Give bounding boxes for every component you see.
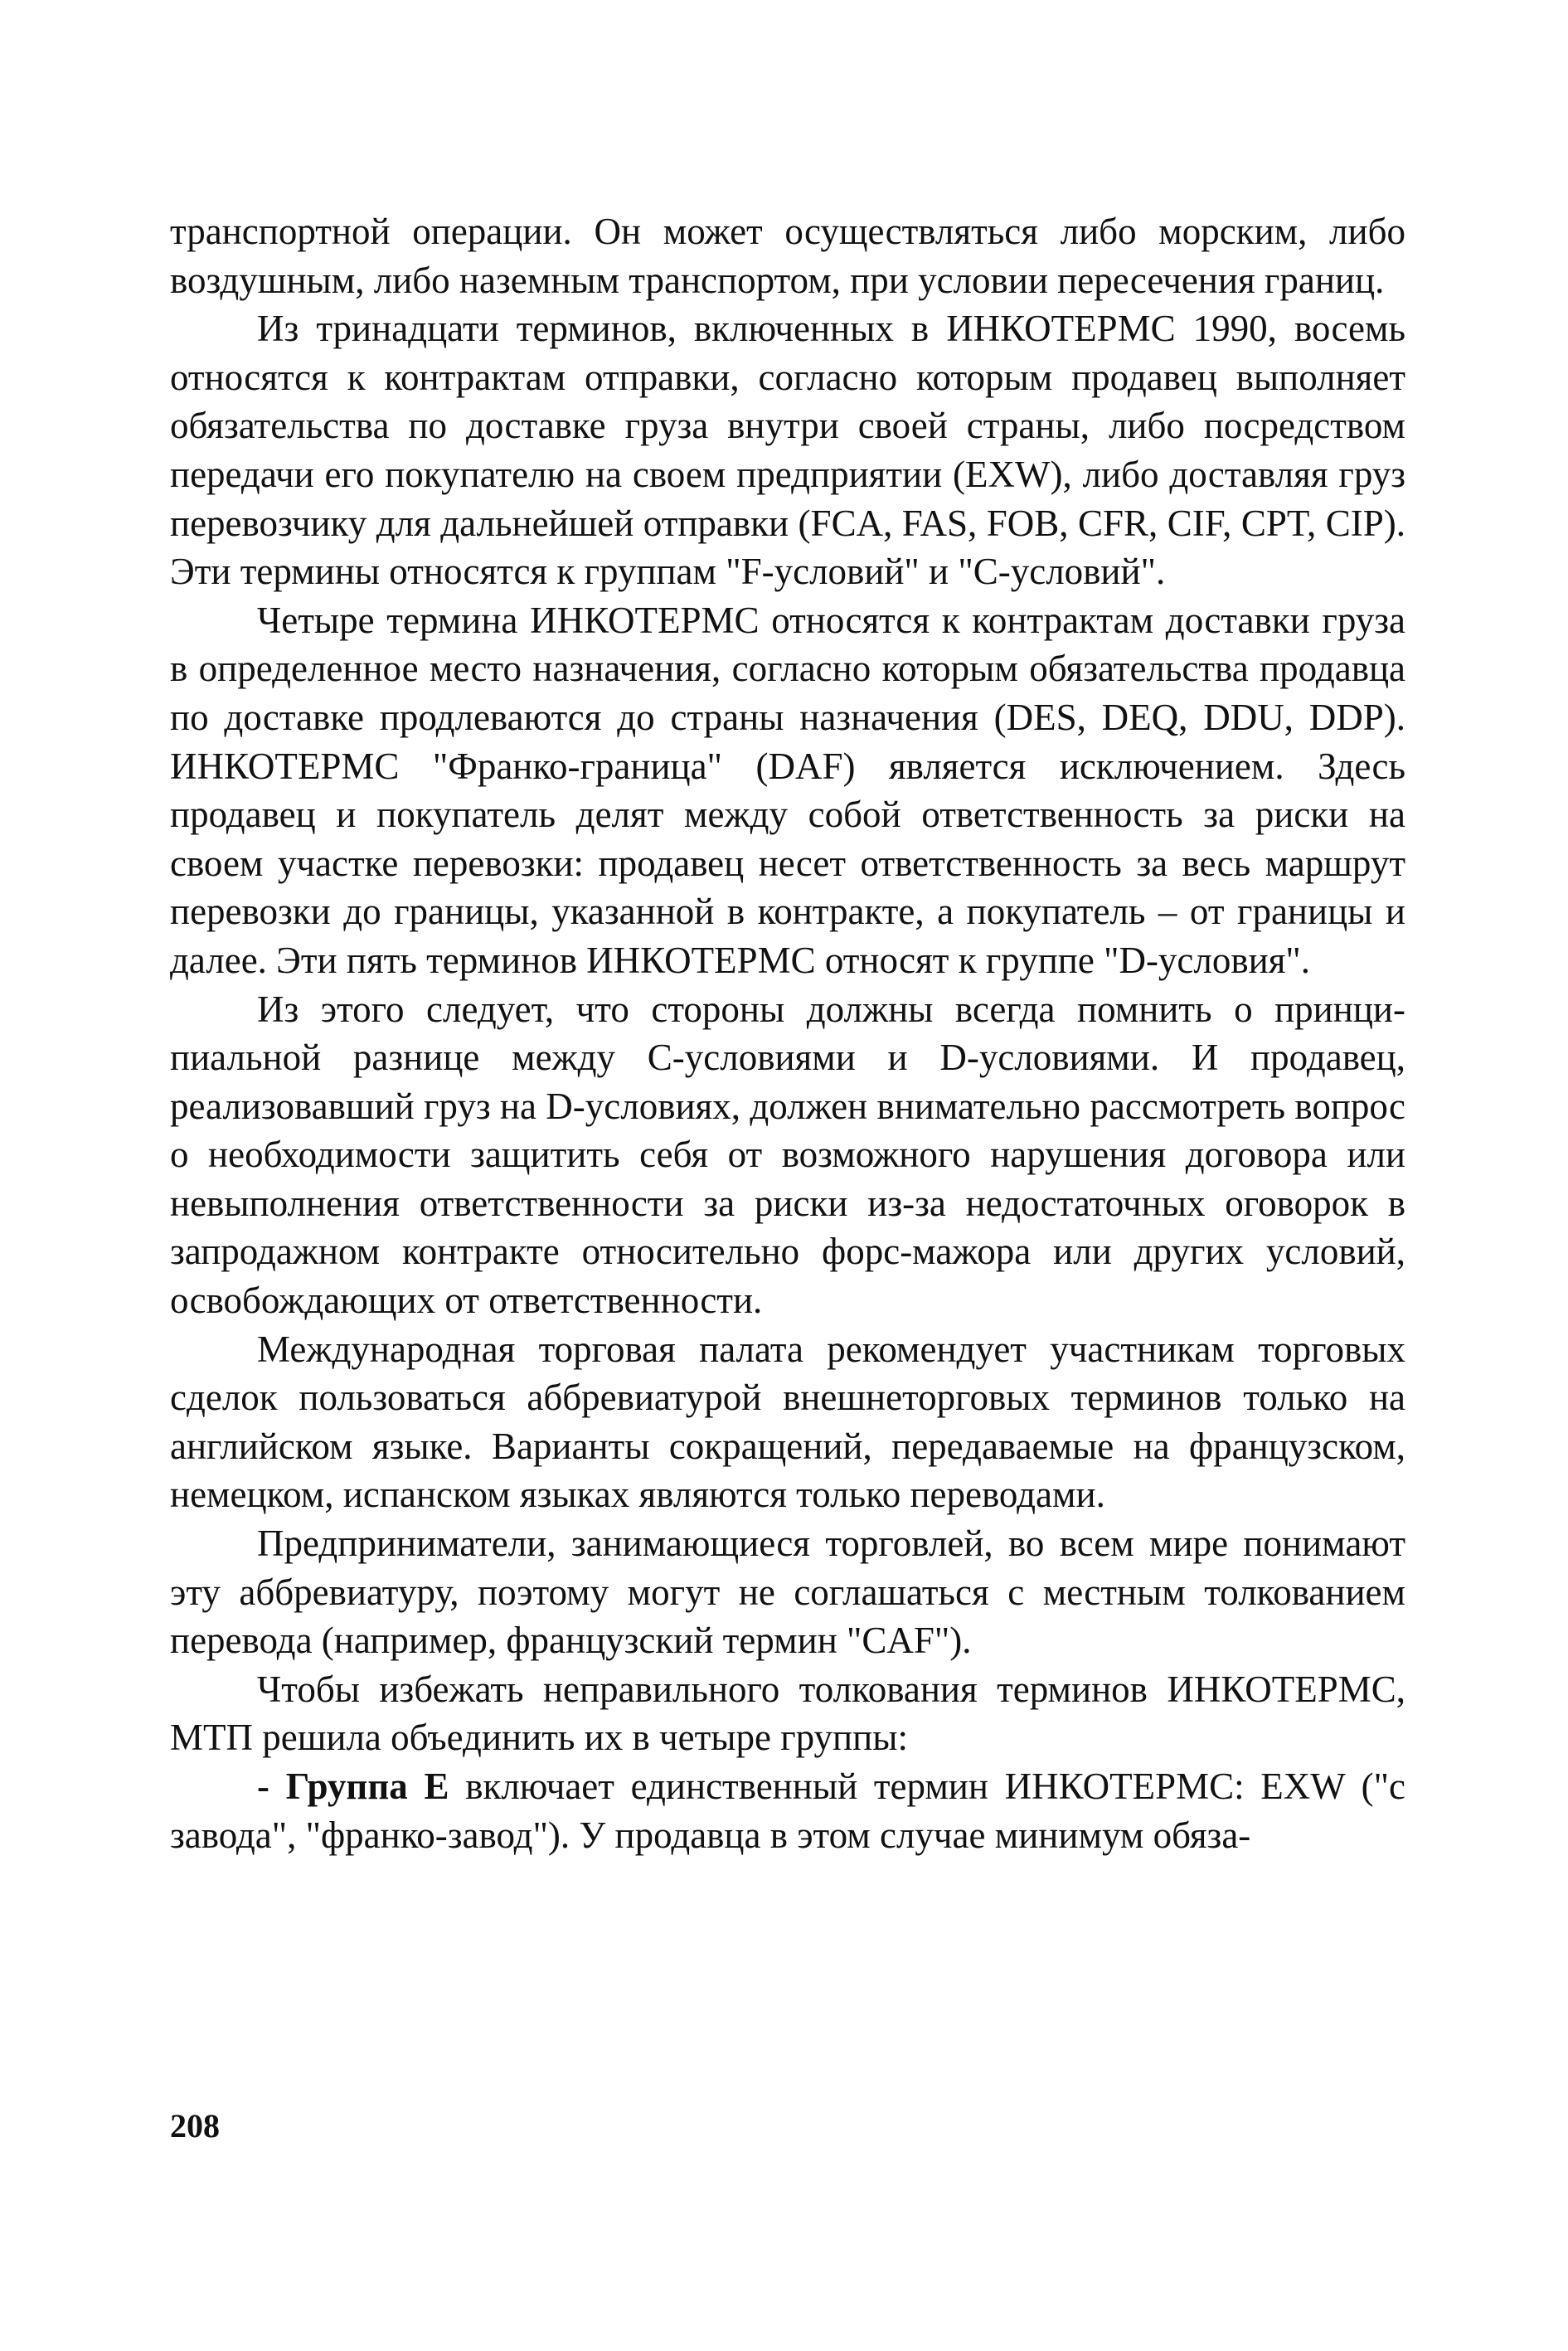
paragraph-c-d-difference: Из этого следует, что стороны должны всегда помнить о принципиальной разнице между C-условиями и D-условиями. И продавец, реализовавший груз на D-условиях, должен внимательно рассмотреть вопрос о необходимости защитить себя от возможного нарушения договора или невыполнения ответственности за риски из-за недостаточных оговорок в запродажном контракте относительно форс-мажора или других условий, освобождающих от ответственности. (170, 988, 1405, 1322)
paragraph-continuation: транспортной операции. Он может осуществляться либо морским, либо воздушным, либо наземным транспортом, при условии пересечения границ. (170, 211, 1405, 301)
page-number: 208 (170, 2107, 220, 2145)
paragraph-entrepreneurs: Предприниматели, занимающиеся торговлей, во всем мире понимают эту аббревиатуру, поэтому могут не соглашаться с местным толкованием перевода (например, французский термин "CAF"). (170, 1523, 1405, 1662)
paragraph-icc-recommendation: Международная торговая палата рекомендует участникам торговых сделок пользоваться аббревиатурой внешнеторговых терминов только на английском языке. Варианты сокращений, передаваемые на французском, немецком, испанском языках являются только переводами. (170, 1328, 1405, 1516)
group-e-text: включает единственный термин ИНКОТЕРМС: EXW ("с завода", "франко-завод"). У продавца в этом случае минимум обяза- (170, 1766, 1405, 1856)
paragraph-incoterms-arrival: Четыре термина ИНКОТЕРМС относятся к контрактам доставки груза в определенное место назначения, согласно которым обязательства продавца по доставке продлеваются до страны назначения (DES, DEQ, DDU, DDP). ИНКОТЕРМС "Франко-граница" (DAF) является исключением. Здесь продавец и покупатель делят между собой ответственность за риски на своем участке перевозки: продавец несет ответственность за весь маршрут перевозки до границы, указанной в контракте, а покупатель – от границы и далее. Эти пять терминов ИНКОТЕРМС относят к группе "D-условия". (170, 599, 1405, 981)
paragraph-group-e (170, 1762, 1405, 1859)
paragraph-incoterms-departure: Из тринадцати терминов, включенных в ИНКОТЕРМС 1990, восемь относятся к контрактам отправки, согласно которым продавец выполняет обязательства по доставке груза внутри своей страны, либо посредством передачи его покупателю на своем предприятии (EXW), либо доставляя груз перевозчику для дальнейшей отправки (FCA, FAS, FOB, CFR, CIF, CPT, CIP). Эти термины относятся к группам "F-условий" и "C-условий". (170, 308, 1405, 593)
paragraph-four-groups: Чтобы избежать неправильного толкования терминов ИНКОТЕРМС, МТП решила объединить их в четыре группы: (170, 1668, 1405, 1759)
group-e-label: - Группа E (257, 1766, 449, 1807)
body-text (170, 207, 1405, 1859)
